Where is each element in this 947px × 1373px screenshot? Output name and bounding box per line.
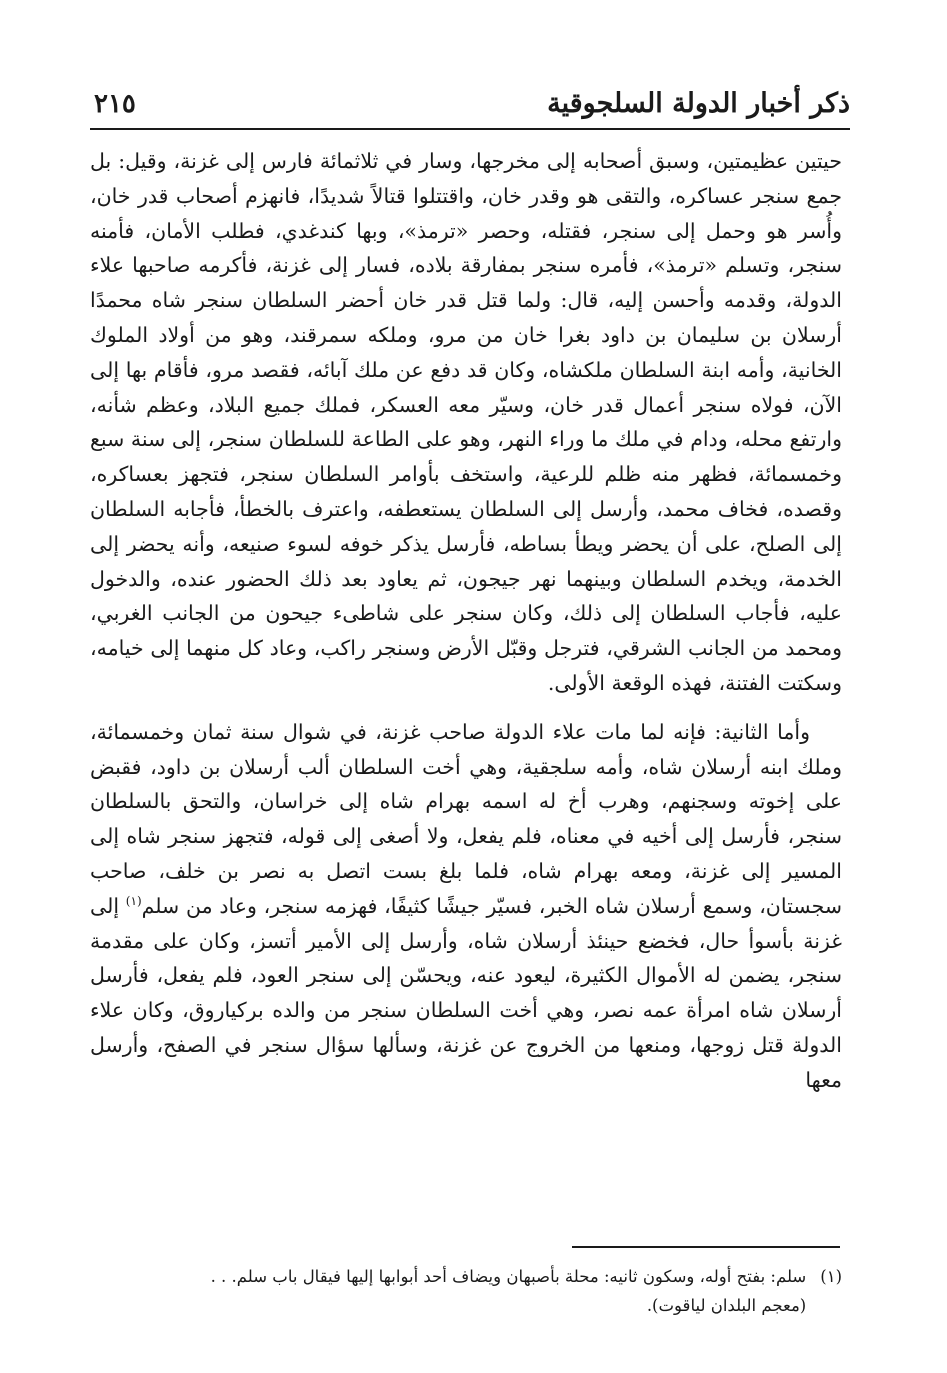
chapter-title: ذكر أخبار الدولة السلجوقية (547, 88, 850, 119)
main-text (90, 144, 842, 1098)
footnote-number: (١) (820, 1267, 842, 1286)
footnote-reference[interactable]: (١) (125, 893, 142, 908)
footnotes (90, 1262, 842, 1320)
paragraph-2-text-start: وأما الثانية: فإنه لما مات علاء الدولة صاحب غزنة، في شوال سنة ثمان وخمسمائة، وملك ابنه أرسلان شاه، وأمه سلجقية، وهي أخت السلطان ألب أرسلان بن داود، فقبض على إخوته وسجنهم، وهرب أخ له اسمه بهرام شاه إلى خراسان، والتحق بالسلطان سنجر، فأرسل إلى أخيه في معناه، فلم يفعل، ولا أصغى إلى قوله، فتجهز سنجر شاه إلى المسير إلى غزنة، ومعه بهرام شاه، فلما بلغ بست اتصل به نصر بن خلف، صاحب سجستان، وسمع أرسلان شاه الخبر، فسيّر جيشًا كثيفًا، فهزمه سنجر، وعاد من سلم (90, 719, 842, 918)
footnote-continuation (90, 1291, 842, 1320)
footnote-rule (572, 1246, 840, 1248)
paragraph-1: حيتين عظيمتين، وسبق أصحابه إلى مخرجها، وسار في ثلاثمائة فارس إلى غزنة، وقيل: بل جمع سنجر عساكره، والتقى هو وقدر خان، واقتتلوا قتالاً شديدًا، فانهزم أصحاب قدر خان، وأُسر هو وحمل إلى سنجر، فقتله، وحصر «ترمذ»، وبها كندغدي، فطلب الأمان، فأمنه سنجر، وتسلم «ترمذ»، فأمره سنجر بمفارقة بلاده، فسار إلى غزنة، فأكرمه صاحبها علاء الدولة، وقدمه وأحسن إليه، قال: ولما قتل قدر خان أحضر السلطان سنجر شاه محمدًا أرسلان بن سليمان بن داود بغرا خان من مرو، وملكه سمرقند، وهو من أولاد الملوك الخانية، وأمه ابنة السلطان ملكشاه، وكان قد دفع عن ملك آبائه، فقصد مرو، فأقام بها إلى الآن، فولاه سنجر أعمال قدر خان، وسيّر معه العسكر، فملك جميع البلاد، وعظم شأنه، وارتفع محله، ودام في ملك ما وراء النهر، وهو على الطاعة للسلطان سنجر، إلى سنة سبع وخمسمائة، فظهر منه ظلم للرعية، واستخف بأوامر السلطان سنجر، فتجهز بعساكره، وقصده، فخاف محمد، وأرسل إلى السلطان يستعطفه، واعترف بالخطأ، فأجابه السلطان إلى الصلح، على أن يحضر ويطأ بساطه، فأرسل يذكر خوفه لسوء صنيعه، وأنه يحضر إلى الخدمة، ويخدم السلطان وبينهما نهر جيجون، ثم يعاود بعد ذلك الحضور عنده، والدخول عليه، فأجاب السلطان إلى ذلك، وكان سنجر على شاطىء جيحون من الجانب الغربي، ومحمد من الجانب الشرقي، فترجل وقبّل الأرض وسنجر راكب، وعاد كل منهما إلى خيامه، وسكتت الفتنة، فهذه الوقعة الأولى. (90, 149, 842, 695)
running-header (90, 84, 850, 124)
header-rule (90, 128, 850, 130)
footnote-item (90, 1262, 842, 1291)
paragraph-2 (90, 715, 842, 1098)
footnote-source: (معجم البلدان لياقوت). (646, 1296, 807, 1315)
paragraph-2-text-end: إلى غزنة بأسوأ حال، فخضع حينئذ أرسلان شاه، وأرسل إلى الأمير أتسز، وكان على مقدمة سنجر، يضمن له الأموال الكثيرة، ليعود عنه، ويحسّن إلى سنجر العود، فلم يفعل، فأرسل أرسلان شاه امرأة عمه نصر، وهي أخت السلطان سنجر من والده بركياروق، وكان علاء الدولة قتل زوجها، ومنعها من الخروج عن غزنة، وسألها سؤال سنجر في الصفح، وأرسل معها (90, 893, 842, 1092)
page-number: ٢١٥ (94, 89, 136, 119)
footnote-text: سلم: بفتح أوله، وسكون ثانيه: محلة بأصبهان ويضاف أحد أبوابها إليها فيقال باب سلم. . . (210, 1267, 807, 1286)
